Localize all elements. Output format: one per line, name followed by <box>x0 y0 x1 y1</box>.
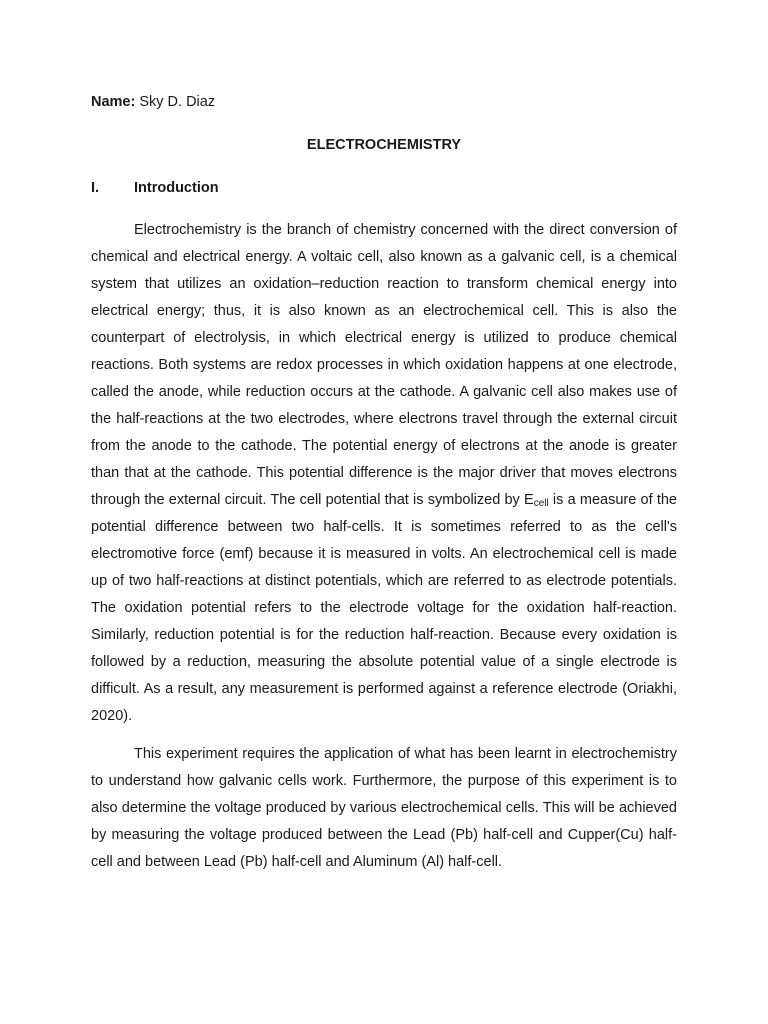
paragraph-introduction <box>91 217 677 730</box>
name-value: Sky D. Diaz <box>135 94 216 110</box>
name-label: Name: <box>91 94 136 110</box>
section-heading <box>91 179 219 197</box>
ecell-subscript: cell <box>533 498 549 509</box>
paragraph-1-part-1: Electrochemistry is the branch of chemistry concerned with the direct conversion of chemical and electrical energy. A voltaic cell, also known as a galvanic cell, is a chemical system that utilizes an oxidation–reduction reaction to transform chemical energy into electrical energy; thus, it is also known as an electrochemical cell. This is also the counterpart of electrolysis, in which electrical energy is utilized to produce chemical reactions. Both systems are redox processes in which oxidation happens at one electrode, called the anode, while reduction occurs at the cathode. A galvanic cell also makes use of the half-reactions at the two electrodes, where electrons travel through the external circuit from the anode to the cathode. The potential energy of electrons at the anode is greater than that at the cathode. This potential difference is the major driver that moves electrons through the external circuit. The cell potential that is symbolized by E <box>91 222 677 508</box>
paragraph-1-part-2: is a measure of the potential difference between two half-cells. It is sometimes referred to as the cell's electromotive force (emf) because it is measured in volts. An electrochemical cell is made up of two half-reactions at distinct potentials, which are referred to as electrode potentials. The oxidation potential refers to the electrode voltage for the oxidation half-reaction. Similarly, reduction potential is for the reduction half-reaction. Because every oxidation is followed by a reduction, measuring the absolute potential value of a single electrode is difficult. As a result, any measurement is performed against a reference electrode (Oriakhi, 2020). <box>91 492 677 724</box>
section-title: Introduction <box>134 180 219 196</box>
paragraph-purpose: This experiment requires the application of what has been learnt in electrochemistry to understand how galvanic cells work. Furthermore, the purpose of this experiment is to also determine the voltage produced by various electrochemical cells. This will be achieved by measuring the voltage produced between the Lead (Pb) half-cell and Cupper(Cu) half-cell and between Lead (Pb) half-cell and Aluminum (Al) half-cell. <box>91 746 677 870</box>
document-title: ELECTROCHEMISTRY <box>306 137 462 153</box>
section-number: I. <box>91 180 100 196</box>
name-line <box>91 93 215 111</box>
